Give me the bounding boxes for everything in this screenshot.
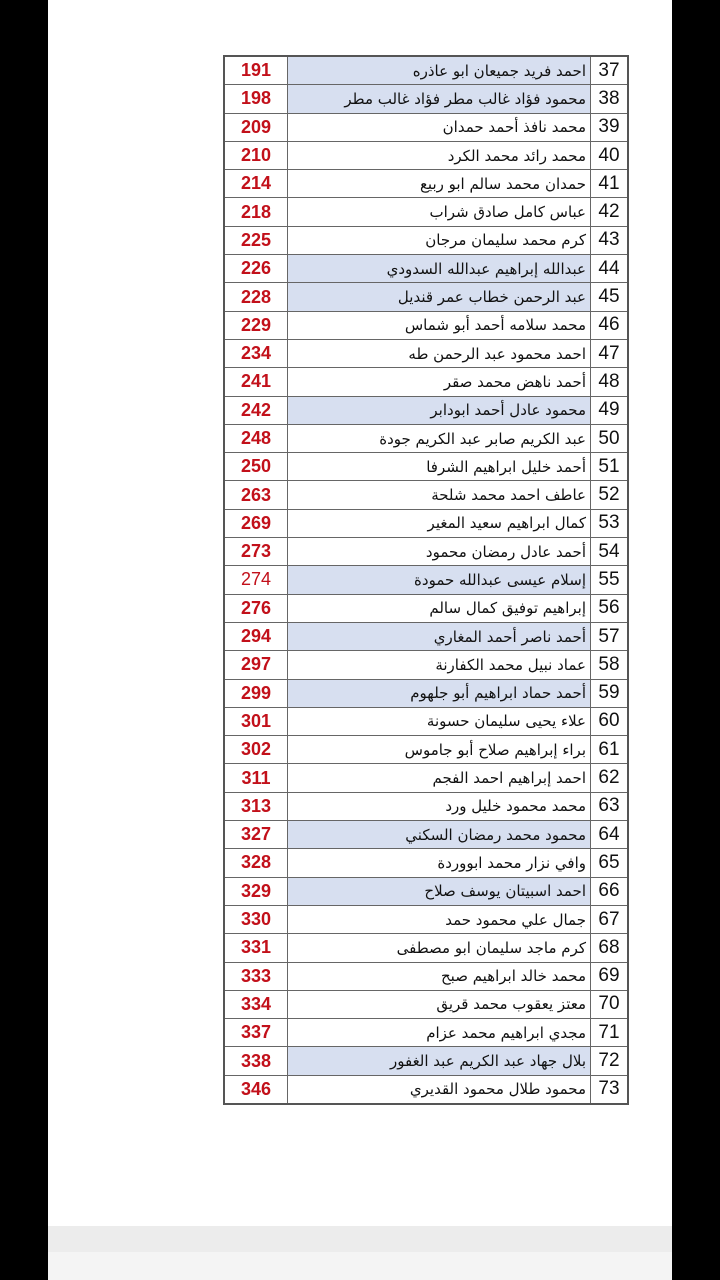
table-row — [224, 339, 628, 367]
name-cell: عبد الرحمن خطاب عمر قنديل — [288, 283, 591, 311]
table-row — [224, 85, 628, 113]
score-cell: 301 — [224, 707, 288, 735]
row-number-cell: 46 — [591, 311, 629, 339]
table-row — [224, 622, 628, 650]
row-number-cell: 63 — [591, 792, 629, 820]
row-number-cell: 65 — [591, 849, 629, 877]
score-cell: 330 — [224, 905, 288, 933]
table-row — [224, 821, 628, 849]
name-cell: كرم محمد سليمان مرجان — [288, 226, 591, 254]
name-cell: أحمد عادل رمضان محمود — [288, 538, 591, 566]
table-row — [224, 962, 628, 990]
row-number-cell: 66 — [591, 877, 629, 905]
name-cell: احمد فريد جميعان ابو عاذره — [288, 56, 591, 85]
row-number-cell: 62 — [591, 764, 629, 792]
name-cell: كمال ابراهيم سعيد المغير — [288, 509, 591, 537]
score-cell: 299 — [224, 679, 288, 707]
table-row — [224, 396, 628, 424]
table-row — [224, 934, 628, 962]
table-row — [224, 877, 628, 905]
name-cell: وافي نزار محمد ابووردة — [288, 849, 591, 877]
table-row — [224, 56, 628, 85]
table-row — [224, 1047, 628, 1075]
score-cell: 346 — [224, 1075, 288, 1104]
row-number-cell: 72 — [591, 1047, 629, 1075]
table-row — [224, 453, 628, 481]
row-number-cell: 54 — [591, 538, 629, 566]
score-cell: 276 — [224, 594, 288, 622]
row-number-cell: 47 — [591, 339, 629, 367]
name-cell: أحمد ناهض محمد صقر — [288, 368, 591, 396]
table-row — [224, 141, 628, 169]
row-number-cell: 60 — [591, 707, 629, 735]
results-table — [223, 55, 629, 1105]
name-cell: أحمد خليل ابراهيم الشرفا — [288, 453, 591, 481]
row-number-cell: 45 — [591, 283, 629, 311]
name-cell: محمود محمد رمضان السكني — [288, 821, 591, 849]
row-number-cell: 70 — [591, 990, 629, 1018]
name-cell: محمد سلامه أحمد أبو شماس — [288, 311, 591, 339]
table-row — [224, 226, 628, 254]
score-cell: 333 — [224, 962, 288, 990]
score-cell: 225 — [224, 226, 288, 254]
score-cell: 248 — [224, 424, 288, 452]
table-row — [224, 792, 628, 820]
row-number-cell: 53 — [591, 509, 629, 537]
score-cell: 331 — [224, 934, 288, 962]
score-cell: 294 — [224, 622, 288, 650]
table-row — [224, 905, 628, 933]
row-number-cell: 71 — [591, 1019, 629, 1047]
table-row — [224, 651, 628, 679]
name-cell: حمدان محمد سالم ابو ربيع — [288, 170, 591, 198]
name-cell: محمد خالد ابراهيم صبح — [288, 962, 591, 990]
score-cell: 313 — [224, 792, 288, 820]
table-row — [224, 679, 628, 707]
score-cell: 228 — [224, 283, 288, 311]
table-row — [224, 1075, 628, 1104]
table-row — [224, 849, 628, 877]
name-cell: بلال جهاد عبد الكريم عبد الغفور — [288, 1047, 591, 1075]
table-row — [224, 594, 628, 622]
name-cell: عبد الكريم صابر عبد الكريم جودة — [288, 424, 591, 452]
name-cell: معتز يعقوب محمد قريق — [288, 990, 591, 1018]
name-cell: جمال علي محمود حمد — [288, 905, 591, 933]
table-row — [224, 538, 628, 566]
name-cell: عبدالله إبراهيم عبدالله السدودي — [288, 255, 591, 283]
name-cell: كرم ماجد سليمان ابو مصطفى — [288, 934, 591, 962]
score-cell: 218 — [224, 198, 288, 226]
score-cell: 273 — [224, 538, 288, 566]
row-number-cell: 43 — [591, 226, 629, 254]
score-cell: 250 — [224, 453, 288, 481]
row-number-cell: 39 — [591, 113, 629, 141]
score-cell: 263 — [224, 481, 288, 509]
row-number-cell: 42 — [591, 198, 629, 226]
score-cell: 338 — [224, 1047, 288, 1075]
score-cell: 302 — [224, 736, 288, 764]
table-row — [224, 113, 628, 141]
table-row — [224, 509, 628, 537]
score-cell: 241 — [224, 368, 288, 396]
table-row — [224, 481, 628, 509]
score-cell: 209 — [224, 113, 288, 141]
row-number-cell: 64 — [591, 821, 629, 849]
table-row — [224, 424, 628, 452]
row-number-cell: 38 — [591, 85, 629, 113]
score-cell: 327 — [224, 821, 288, 849]
row-number-cell: 57 — [591, 622, 629, 650]
score-cell: 234 — [224, 339, 288, 367]
score-cell: 329 — [224, 877, 288, 905]
name-cell: محمد محمود خليل ورد — [288, 792, 591, 820]
name-cell: محمود طلال محمود القديري — [288, 1075, 591, 1104]
row-number-cell: 51 — [591, 453, 629, 481]
row-number-cell: 49 — [591, 396, 629, 424]
table-row — [224, 368, 628, 396]
score-cell: 274 — [224, 566, 288, 594]
table-row — [224, 736, 628, 764]
row-number-cell: 73 — [591, 1075, 629, 1104]
row-number-cell: 56 — [591, 594, 629, 622]
table-row — [224, 707, 628, 735]
name-cell: إبراهيم توفيق كمال سالم — [288, 594, 591, 622]
name-cell: عاطف احمد محمد شلحة — [288, 481, 591, 509]
name-cell: أحمد حماد ابراهيم أبو جلهوم — [288, 679, 591, 707]
table-row — [224, 990, 628, 1018]
score-cell: 191 — [224, 56, 288, 85]
score-cell: 229 — [224, 311, 288, 339]
score-cell: 269 — [224, 509, 288, 537]
score-cell: 198 — [224, 85, 288, 113]
row-number-cell: 61 — [591, 736, 629, 764]
table-row — [224, 311, 628, 339]
row-number-cell: 50 — [591, 424, 629, 452]
page-bottom-area — [48, 1252, 672, 1280]
score-cell: 328 — [224, 849, 288, 877]
score-cell: 242 — [224, 396, 288, 424]
score-cell: 337 — [224, 1019, 288, 1047]
row-number-cell: 69 — [591, 962, 629, 990]
table-row — [224, 255, 628, 283]
row-number-cell: 41 — [591, 170, 629, 198]
row-number-cell: 37 — [591, 56, 629, 85]
row-number-cell: 68 — [591, 934, 629, 962]
score-cell: 334 — [224, 990, 288, 1018]
name-cell: مجدي ابراهيم محمد عزام — [288, 1019, 591, 1047]
row-number-cell: 48 — [591, 368, 629, 396]
name-cell: محمود فؤاد غالب مطر فؤاد غالب مطر — [288, 85, 591, 113]
table-row — [224, 1019, 628, 1047]
name-cell: علاء يحيى سليمان حسونة — [288, 707, 591, 735]
table-row — [224, 170, 628, 198]
row-number-cell: 67 — [591, 905, 629, 933]
table-row — [224, 764, 628, 792]
page-footer-bar — [48, 1226, 672, 1252]
row-number-cell: 44 — [591, 255, 629, 283]
row-number-cell: 58 — [591, 651, 629, 679]
results-table-body — [224, 56, 628, 1104]
name-cell: احمد محمود عبد الرحمن طه — [288, 339, 591, 367]
name-cell: احمد اسبيتان يوسف صلاح — [288, 877, 591, 905]
name-cell: عباس كامل صادق شراب — [288, 198, 591, 226]
name-cell: براء إبراهيم صلاح أبو جاموس — [288, 736, 591, 764]
table-row — [224, 283, 628, 311]
name-cell: محمد رائد محمد الكرد — [288, 141, 591, 169]
row-number-cell: 59 — [591, 679, 629, 707]
row-number-cell: 52 — [591, 481, 629, 509]
score-cell: 214 — [224, 170, 288, 198]
score-cell: 311 — [224, 764, 288, 792]
name-cell: محمود عادل أحمد ابودابر — [288, 396, 591, 424]
row-number-cell: 55 — [591, 566, 629, 594]
score-cell: 297 — [224, 651, 288, 679]
name-cell: محمد نافذ أحمد حمدان — [288, 113, 591, 141]
name-cell: أحمد ناصر أحمد المغاري — [288, 622, 591, 650]
name-cell: إسلام عيسى عبدالله حمودة — [288, 566, 591, 594]
row-number-cell: 40 — [591, 141, 629, 169]
table-row — [224, 566, 628, 594]
score-cell: 210 — [224, 141, 288, 169]
table-row — [224, 198, 628, 226]
name-cell: احمد إبراهيم احمد الفجم — [288, 764, 591, 792]
name-cell: عماد نبيل محمد الكفارنة — [288, 651, 591, 679]
score-cell: 226 — [224, 255, 288, 283]
